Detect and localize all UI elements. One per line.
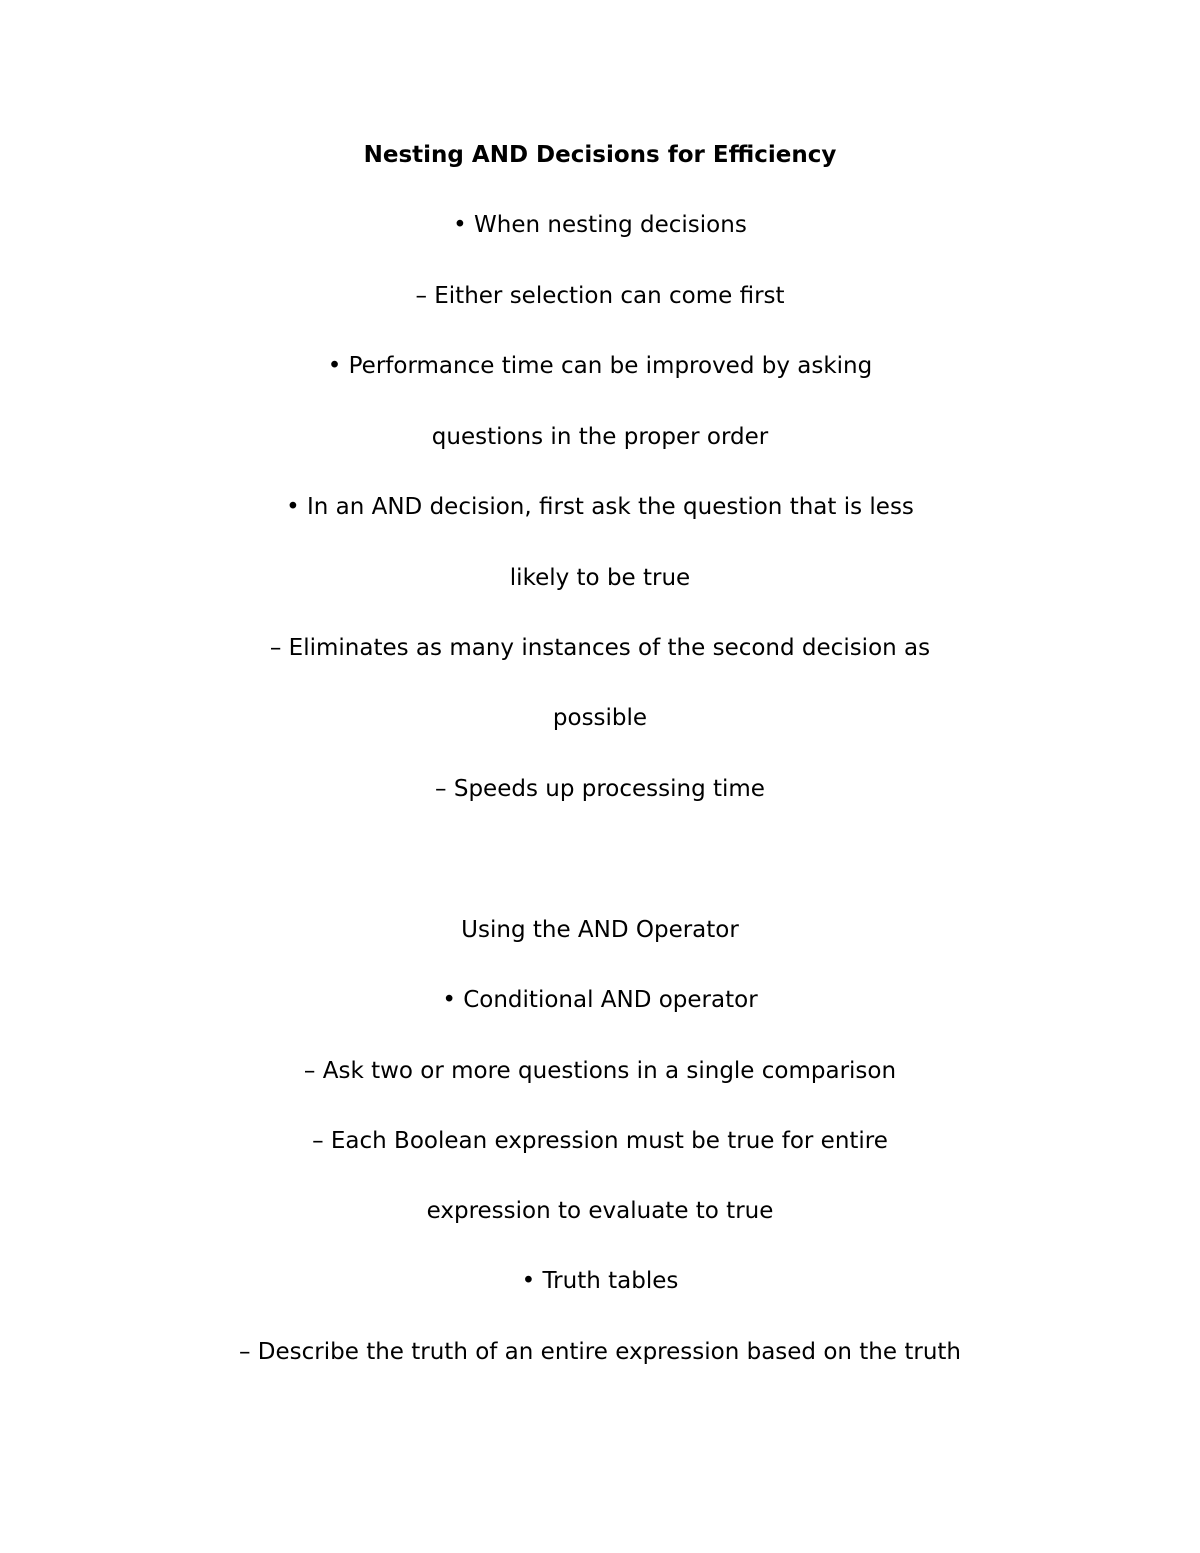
- section1-line-9: – Speeds up processing time: [435, 776, 765, 802]
- section2-line-4: expression to evaluate to true: [426, 1198, 774, 1224]
- section1-line-8: possible: [552, 705, 648, 731]
- section1-line-6: likely to be true: [509, 565, 691, 591]
- section2-line-5: • Truth tables: [521, 1268, 679, 1294]
- section2-title: Using the AND Operator: [461, 917, 739, 943]
- section1-line-7: – Eliminates as many instances of the second decision as: [269, 635, 931, 661]
- section1-title: Nesting AND Decisions for Efficiency: [363, 142, 837, 168]
- section1-line-1: • When nesting decisions: [453, 212, 747, 238]
- section1-line-4: questions in the proper order: [431, 424, 769, 450]
- section2-line-1: • Conditional AND operator: [442, 987, 758, 1013]
- section1-line-5: • In an AND decision, first ask the question that is less: [286, 494, 914, 520]
- section2-line-3: – Each Boolean expression must be true for entire: [312, 1128, 888, 1154]
- section1-line-3: • Performance time can be improved by asking: [327, 353, 873, 379]
- section2-line-2: – Ask two or more questions in a single comparison: [303, 1058, 897, 1084]
- section1-line-2: – Either selection can come first: [415, 283, 785, 309]
- section2-line-6: – Describe the truth of an entire expression based on the truth: [238, 1339, 961, 1365]
